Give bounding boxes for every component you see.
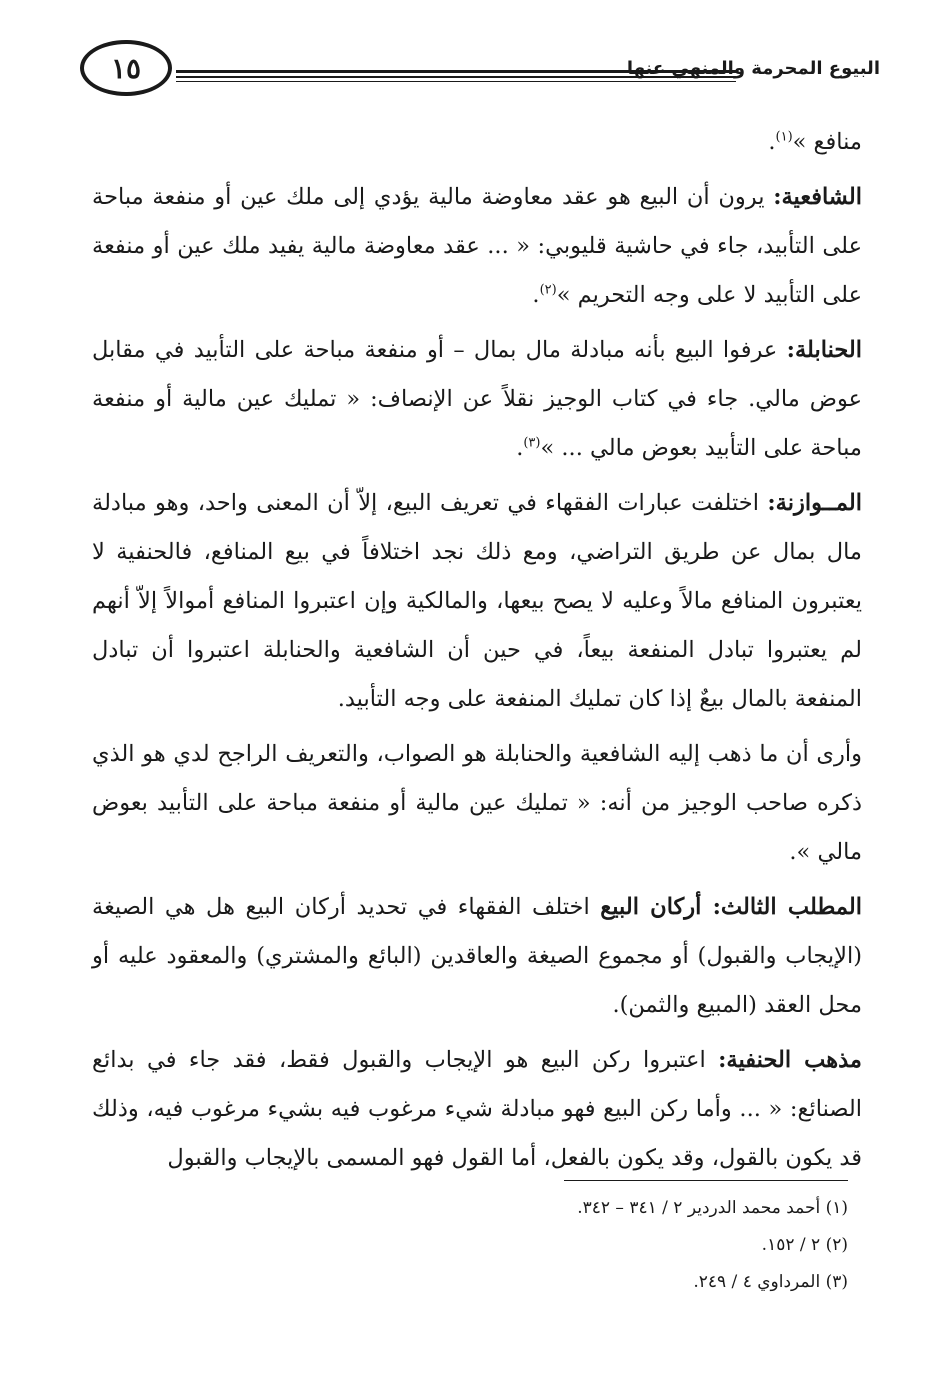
footnotes: [148, 1190, 848, 1301]
footnote-ref-2: (٢): [539, 282, 557, 298]
footnote-ref-3: (٣): [523, 435, 541, 451]
paragraph-lead: المــوازنة:: [767, 490, 862, 516]
paragraph-1: منافع »$^{(١)}$.: [768, 129, 862, 155]
footnote-1: (١) أحمد محمد الدردير ٢ / ٣٤١ – ٣٤٢.: [577, 1198, 848, 1218]
running-title: البيوع المحرمة والمنهي عنها: [626, 58, 880, 79]
paragraph-shafii: الشافعية: يرون أن البيع هو عقد معاوضة مالية يؤدي إلى ملك عين أو منفعة مباحة على التأبيد، جاء في حاشية قليوبي: « ... عقد معاوضة مالية يفيد ملك عين أو منفعة على التأبيد لا على وجه التحريم »$^{(٢)}$.: [92, 184, 862, 308]
paragraph-lead: الشافعية:: [773, 184, 862, 210]
page-number: ١٥: [110, 51, 142, 85]
paragraph-lead: مذهب الحنفية:: [718, 1047, 862, 1073]
header-rule-thin: [176, 81, 736, 82]
paragraph-opinion: وأرى أن ما ذهب إليه الشافعية والحنابلة هو الصواب، والتعريف الراجح لدي هو الذي ذكره صاحب الوجيز من أنه: « تمليك عين مالية أو منفعة مباحة على التأبيد بعوض مالي ».: [92, 741, 862, 865]
paragraph-hanafi: مذهب الحنفية: اعتبروا ركن البيع هو الإيجاب والقبول فقط، فقد جاء في بدائع الصنائع: « ... وأما ركن البيع فهو مبادلة شيء مرغوب فيه بشيء مرغوب فيه، وذلك قد يكون بالقول، وقد يكون بالفعل، أما القول فهو المسمى بالإيجاب والقبول: [92, 1047, 862, 1171]
page-header: [80, 40, 880, 100]
page-number-oval: [80, 40, 172, 96]
paragraph-third-section: المطلب الثالث: أركان البيع اختلف الفقهاء في تحديد أركان البيع هل هي الصيغة (الإيجاب والقبول) أو مجموع الصيغة والعاقدين (البائع والمشتري) والمعقود عليه أو محل العقد (المبيع والثمن).: [92, 894, 862, 1018]
paragraph-hanbali: الحنابلة: عرفوا البيع بأنه مبادلة مال بمال – أو منفعة مباحة على التأبيد في مقابل عوض مالي. جاء في كتاب الوجيز نقلاً عن الإنصاف: « تمليك عين مالية أو منفعة مباحة على التأبيد بعوض مالي ... »$^{(٣)}$.: [92, 337, 862, 461]
paragraph-lead: الحنابلة:: [786, 337, 862, 363]
footnote-ref-1: (١): [775, 129, 793, 145]
body-text: [92, 118, 862, 1189]
footnote-divider: [564, 1180, 848, 1181]
footnote-2: (٢) ٢ / ١٥٢.: [761, 1235, 848, 1255]
footnote-3: (٣) المرداوي ٤ / ٢٤٩.: [693, 1272, 848, 1292]
section-heading: المطلب الثالث: أركان البيع: [600, 894, 862, 920]
paragraph-comparison: المــوازنة: اختلفت عبارات الفقهاء في تعريف البيع، إلاّ أن المعنى واحد، وهو مبادلة مال بمال عن طريق التراضي، ومع ذلك نجد اختلافاً في بيع المنافع، فالحنفية لا يعتبرون المنافع مالاً وعليه لا يصح بيعها، والمالكية وإن اعتبروا المنافع أموالاً إلاّ أنهم لم يعتبروا تبادل المنفعة بيعاً، في حين أن الشافعية والحنابلة اعتبروا أن تبادل المنفعة بالمال بيعٌ إذا كان تمليك المنفعة على وجه التأبيد.: [92, 490, 862, 712]
